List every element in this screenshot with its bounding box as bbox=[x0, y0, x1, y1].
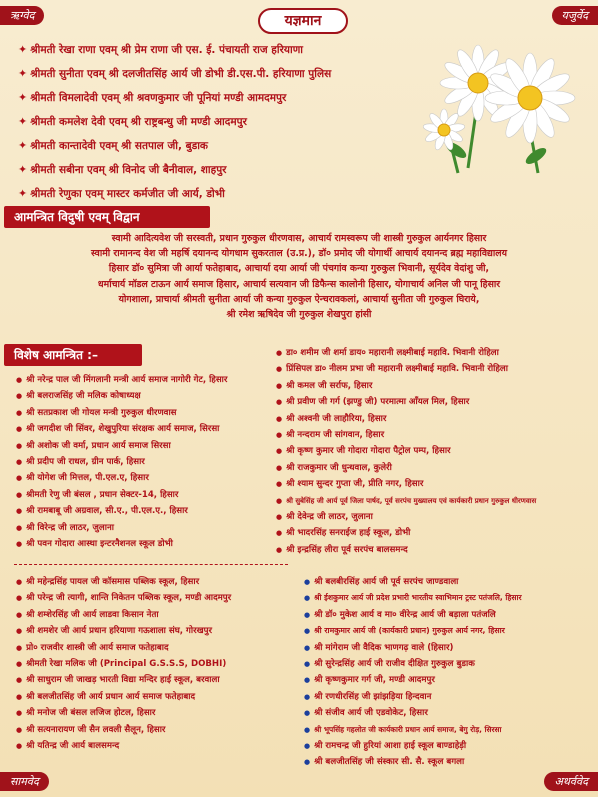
list-item: ● श्री बलजीतसिंह जी आर्य प्रधान आर्य समाज फतेहाबाद bbox=[16, 689, 231, 705]
samaveda-label: सामवेद bbox=[0, 772, 49, 791]
rigveda-label: ऋग्वेद bbox=[0, 6, 44, 25]
vidvan-paragraph bbox=[10, 231, 588, 322]
list-item: ● श्री कमल जी सर्राफ, हिसार bbox=[276, 378, 536, 394]
list-item: ● श्री बलबीरसिंह आर्य जी पूर्व सरपंच जाण्डवाला bbox=[304, 574, 522, 590]
list-item: ● प्रिंसिपल डा० नीलम प्रभा जी महारानी लक्ष्मीबाई महावि. भिवानी रोहिला bbox=[276, 361, 536, 377]
list-item: ● श्री महेन्द्रसिंह पायल जी कॉसमास पब्लिक स्कूल, हिसार bbox=[16, 574, 231, 590]
list-item: ✦ श्रीमती सबीना एवम् श्री विनोद जी बैनीवाल, शाहपुर bbox=[18, 163, 227, 176]
list-item: ● श्रीमती रेणु जी बंसल , प्रधान सेक्टर-14, हिसार bbox=[16, 487, 227, 503]
bullet-icon: ✦ bbox=[18, 139, 28, 152]
list-item: ✦ श्रीमती कमलेश देवी एवम् श्री राष्ट्रबन्धु जी मण्डी आदमपुर bbox=[18, 115, 247, 128]
list-item: ● श्री परेन्द्र जी त्यागी, शान्ति निकेतन पब्लिक स्कूल, मण्डी आदमपुर bbox=[16, 590, 231, 606]
special-guests-right-list bbox=[276, 345, 536, 558]
list-item: ● डा० शमीम जी शर्मा डाय० महारानी लक्ष्मीबाई महावि. भिवानी रोहिला bbox=[276, 345, 536, 361]
list-item: ● श्री मांगेराम जी वैदिक भाणगढ़ वाले (हिसार) bbox=[304, 640, 522, 656]
list-item: ● श्री संजीव आर्य जी एडवोकेट, हिसार bbox=[304, 705, 522, 721]
text-line: स्वामी रामानन्द वेश जी महर्षि दयानन्द योगधाम सुकरताल (उ.प्र.), डॉ० प्रमोद जी योगार्थी आचार्य दयानन्द ब्रह्म महाविद्यालय bbox=[91, 248, 507, 260]
list-item: ● श्री साधुराम जी जाखड़ भारती विद्या मन्दिर हाई स्कूल, बरवाला bbox=[16, 672, 231, 688]
list-item: ✦ श्रीमती कान्तादेवी एवम् श्री सतपाल जी, बुडाक bbox=[18, 139, 209, 152]
list-item: ● श्री भादरसिंह सनराईज हाई स्कूल, डोभी bbox=[276, 525, 536, 541]
list-item: ● श्री नरेन्द्र पाल जी मिंगलानी मन्त्री आर्य समाज नागोरी गेट, हिसार bbox=[16, 372, 227, 388]
bullet-icon: ✦ bbox=[18, 43, 28, 56]
divider bbox=[14, 564, 288, 565]
guests-left-list-2 bbox=[16, 574, 231, 754]
atharvaveda-label: अथर्ववेद bbox=[544, 772, 598, 791]
list-item: ✦ श्रीमती रेखा राणा एवम् श्री प्रेम राणा जी एस. ई. पंचायती राज हरियाणा bbox=[18, 43, 304, 56]
list-item: ● श्री अश्वनी जी लाहौरिया, हिसार bbox=[276, 411, 536, 427]
text-line: श्री रमेश ऋषिदेव जी गुरुकुल शेखपुरा हांसी bbox=[226, 309, 372, 321]
bullet-icon: ✦ bbox=[18, 163, 28, 176]
special-guests-left-list bbox=[16, 372, 227, 552]
yajman-list bbox=[18, 38, 331, 206]
list-item: ● श्री अशोक जी वर्मा, प्रधान आर्य समाज सिरसा bbox=[16, 438, 227, 454]
guests-right-list-2 bbox=[304, 574, 522, 771]
list-item: ● श्री कृष्णकुमार गर्ग जी, मण्डी आदमपुर bbox=[304, 672, 522, 688]
list-item: ● श्री रामबाबू जी अग्रवाल, सी.ए., पी.एल.ए., हिसार bbox=[16, 503, 227, 519]
list-item: ● श्री कृष्ण कुमार जी गोदारा गोदारा पैट्रोल पम्प, हिसार bbox=[276, 443, 536, 459]
list-item: ● श्री सुबेसिंह जी आर्य पूर्व जिला पार्षद, पूर्व सरपंच मुख्यालय एवं कार्यकारी प्रधान गुरुकुल धीरणवास bbox=[276, 493, 536, 509]
list-item: ● श्री जगदीश जी सिंवर, शेखुपुरिया संरक्षक आर्य समाज, सिरसा bbox=[16, 421, 227, 437]
yajurveda-label: यजुर्वेद bbox=[552, 6, 598, 25]
daisy-flowers-illustration bbox=[418, 38, 578, 178]
list-item: ● श्री प्रदीप जी राधल, ग्रीन पार्क, हिसार bbox=[16, 454, 227, 470]
list-item: ● श्री सुरेन्द्रसिंह आर्य जी राजीव दीक्षित गुरुकुल बुडाक bbox=[304, 656, 522, 672]
list-item: ● श्री राजकुमार जी धुन्धवाल, कुलेरी bbox=[276, 460, 536, 476]
list-item: ● श्री प्रवीण जी गर्ग (झण्डु जी) परमात्मा आँयल मिल, हिसार bbox=[276, 394, 536, 410]
list-item: ● श्री योगेश जी मित्तल, पी.एल.ए, हिसार bbox=[16, 470, 227, 486]
list-item: ● श्री रामचन्द्र जी हुरियां आशा हाई स्कूल बाण्डाहेड़ी bbox=[304, 738, 522, 754]
list-item: ✦ श्रीमती विमलादेवी एवम् श्री श्रवणकुमार जी पूनियां मण्डी आमदमपुर bbox=[18, 91, 287, 104]
section-heading-vishesh: विशेष आमन्त्रित :– bbox=[4, 344, 142, 366]
list-item: ● श्रीमती रेखा मलिक जी (Principal G.S.S.S, DOBHI) bbox=[16, 656, 231, 672]
list-item: ● श्री भूपसिंह गहलोत जी कार्यकारी प्रधान आर्य समाज, बेगु रोड़, सिरसा bbox=[304, 722, 522, 738]
text-line: हिसार डॉ० सुमित्रा जी आर्या फतेहाबाद, आचार्या दया आर्या जी पंचगांव कन्या गुरुकुल भिवानी, सूर्यदेव वेदांशु जी, bbox=[108, 263, 490, 275]
page-title: यज्ञमान bbox=[258, 8, 348, 34]
list-item: ● प्रो० राजवीर शास्त्री जी आर्य समाज फतेहाबाद bbox=[16, 640, 231, 656]
bullet-icon: ✦ bbox=[18, 91, 28, 104]
list-item: ● श्री शम्शेरसिंह जी आर्य लाडवा किसान नेता bbox=[16, 607, 231, 623]
list-item: ● श्री सत्यनारायण जी सैन लवली सैलून, हिसार bbox=[16, 722, 231, 738]
list-item: ● श्री नन्दराम जी सांगवान, हिसार bbox=[276, 427, 536, 443]
bullet-icon: ✦ bbox=[18, 187, 28, 200]
bullet-icon: ✦ bbox=[18, 115, 28, 128]
text-line: योगशाला, प्राचार्या श्रीमती सुनीता आर्या जी कन्या गुरुकुल ऐन्चरावकलां, आचार्या सुनीता जी गुरुकुल घिराये, bbox=[118, 293, 480, 305]
list-item: ● श्री बलजीतसिंह जी संस्कार सी. सै. स्कूल बगला bbox=[304, 754, 522, 770]
list-item: ● श्री बलराजसिंह जी मलिक कोषाध्यक्ष bbox=[16, 388, 227, 404]
list-item: ● श्री मनोज जी बंसल लजिज होटल, हिसार bbox=[16, 705, 231, 721]
list-item: ● श्री देवेन्द्र जी लाठर, जुलाना bbox=[276, 509, 536, 525]
list-item: ● श्री सतप्रकाश जी गोयल मन्त्री गुरुकुल धीरणवास bbox=[16, 405, 227, 421]
list-item: ● श्री पवन गोदारा आस्था इन्टरनैशनल स्कूल डोभी bbox=[16, 536, 227, 552]
text-line: स्वामी आदित्यवेश जी सरस्वती, प्रधान गुरुकुल धीरणवास, आचार्य रामस्वरूप जी शास्त्री गुरुकुल आर्यनगर हिसार bbox=[111, 233, 487, 244]
section-heading-vidvan: आमन्त्रित विदुषी एवम् विद्वान bbox=[4, 206, 210, 228]
bullet-icon: ✦ bbox=[18, 67, 28, 80]
list-item: ✦ श्रीमती सुनीता एवम् श्री दलजीतसिंह आर्य जी डोभी डी.एस.पी. हरियाणा पुलिस bbox=[18, 67, 332, 80]
list-item: ● श्री इन्द्रसिंह लीरा पूर्व सरपंच बालसमन्द bbox=[276, 542, 536, 558]
list-item: ● श्री रामकुमार आर्य जी (कार्यकारी प्रधान) गुरुकुल आर्य नगर, हिसार bbox=[304, 623, 522, 639]
list-item: ● श्री शमशेर जी आर्य प्रधान हरियाणा गऊशाला संघ, गोरखपुर bbox=[16, 623, 231, 639]
list-item: ● श्री ईशकुमार आर्य जी प्रदेश प्रभारी भारतीय स्वाभिमान ट्रस्ट पतंजलि, हिसार bbox=[304, 590, 522, 606]
list-item: ● श्री विरेन्द्र जी लाठर, जुलाना bbox=[16, 520, 227, 536]
list-item: ● श्री श्याम सुन्दर गुप्ता जी, प्रीति नगर, हिसार bbox=[276, 476, 536, 492]
list-item: ● श्री यतिन्द्र जी आर्य बालसमन्द bbox=[16, 738, 231, 754]
text-line: धर्माचार्य मॉडल टाऊन आर्य समाज हिसार, आचार्य सत्यवान जी डिफैन्स कालोनी हिसार, योगाचार्य अनिल जी पानू हिसार bbox=[97, 278, 501, 290]
list-item: ✦ श्रीमती रेणुका एवम् मास्टर कर्मजीत जी आर्य, डोभी bbox=[18, 187, 225, 200]
list-item: ● श्री रणधीरसिंह जी झांझड़िया हिन्दवान bbox=[304, 689, 522, 705]
list-item: ● श्री डॉ० मुकेश आर्य व मा० वीरेन्द्र आर्य जी बड़ाला पतंजलि bbox=[304, 607, 522, 623]
